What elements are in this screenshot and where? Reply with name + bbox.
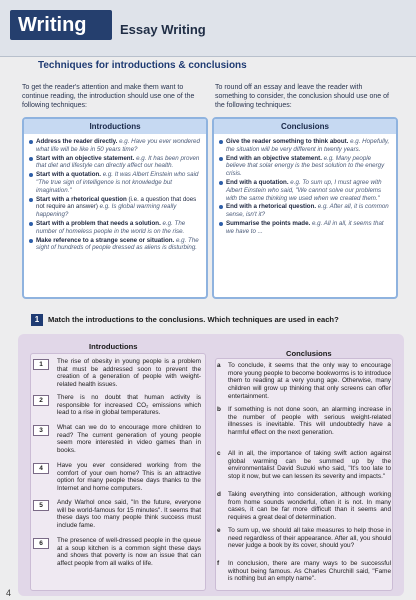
- technique-name: End with an objective statement.: [226, 154, 322, 162]
- conclusions-techniques-box: [212, 117, 398, 299]
- introduction-text: What can we do to encourage more children to read? The current generation of young people seem more interested in video games than in books.: [57, 424, 201, 455]
- introduction-number-box[interactable]: 5: [33, 500, 49, 511]
- technique-example: e.g. All in all, it seems that we have to ...: [226, 219, 384, 235]
- conclusion-technique-item: [226, 220, 390, 236]
- technique-name: Start with a problem that needs a solution.: [36, 219, 161, 227]
- technique-example: e.g. Is global warming really happening?: [36, 203, 177, 219]
- technique-example: e.g. To sum up, I must agree with Albert Einstein who said, "We cannot solve our problems with the same thinking we used when we created them.": [226, 178, 382, 202]
- technique-name: End with a quotation.: [226, 178, 289, 186]
- introduction-technique-item: [36, 220, 200, 236]
- technique-name: Summarise the points made.: [226, 219, 311, 227]
- conclusion-text: All in all, the importance of taking swift action against global warming can be summed up by the environmentalist David Suzuki who said, "It's too late to stop it now, but we can lessen its severity and impacts.": [228, 450, 391, 481]
- introduction-number-box[interactable]: 1: [33, 359, 49, 370]
- conclusions-lead-text: To round off an essay and leave the reader with something to consider, the conclusion should use one of the following techniques:: [215, 84, 389, 109]
- technique-example: e.g. It has been proven that diet and lifestyle can directly affect our health.: [36, 154, 200, 170]
- conclusion-technique-item: [226, 179, 390, 202]
- exercise-instruction: Match the introductions to the conclusions. Which techniques are used in each?: [48, 315, 339, 324]
- page-header: [0, 0, 416, 57]
- technique-name: Start with an objective statement.: [36, 154, 135, 162]
- technique-name: Start with a rhetorical question: [36, 195, 127, 203]
- technique-note: (i.e. a question that does not require an answer): [36, 195, 197, 211]
- introduction-number-box[interactable]: 3: [33, 425, 49, 436]
- conclusion-text: To sum up, we should all take measures to help those in need regardless of their appearance. After all, you should never judge a book by its cover, should you?: [228, 527, 391, 550]
- conclusion-letter: a: [217, 362, 221, 369]
- technique-name: Give the reader something to think about.: [226, 138, 349, 145]
- introductions-techniques-box: [22, 117, 208, 299]
- introduction-technique-item: [36, 196, 200, 219]
- conclusion-letter: e: [217, 527, 221, 534]
- technique-example: e.g. Have you ever wondered what life will be like in 50 years time?: [36, 138, 200, 153]
- introduction-technique-item: [36, 138, 200, 154]
- conclusion-text: In conclusion, there are many ways to be successful without being famous. As Charles Churchill said, "Fame is nothing but an empty name".: [228, 560, 391, 583]
- technique-name: Address the reader directly.: [36, 138, 118, 145]
- conclusion-technique-item: [226, 138, 390, 154]
- technique-name: End with a rhetorical question.: [226, 203, 317, 211]
- section-badge: Writing: [10, 10, 112, 40]
- conclusion-letter: c: [217, 450, 221, 457]
- introduction-number-box[interactable]: 4: [33, 463, 49, 474]
- introductions-box-heading: Introductions: [24, 119, 206, 134]
- technique-example: e.g. The number of homeless people in the world is on the rise.: [36, 219, 186, 235]
- introduction-text: The rise of obesity in young people is a problem that must be addressed soon to prevent the creation of a generation of people with weight-related health issues.: [57, 358, 201, 389]
- introductions-technique-list: [24, 134, 206, 252]
- technique-name: Start with a quotation.: [36, 171, 101, 179]
- conclusion-technique-item: [226, 203, 390, 219]
- page-number: 4: [6, 588, 12, 598]
- introduction-number-box[interactable]: 2: [33, 395, 49, 406]
- conclusion-text: Taking everything into consideration, although working from home sounds wonderful, often it is not. In many cases, it can be far more difficult than it seems and requires a great deal of determination.: [228, 491, 391, 522]
- introductions-lead-text: To get the reader's attention and make them want to continue reading, the introduction should use one of the following techniques:: [22, 84, 195, 109]
- introduction-text: Have you ever considered working from the comfort of your own home? This is an attractive option for many people these days thanks to the Internet and home computers.: [57, 462, 201, 493]
- technique-example: e.g. After all, it is common sense, isn't it?: [226, 203, 389, 219]
- exercise-conclusions-heading: Conclusions: [286, 349, 332, 358]
- technique-example: e.g. The sight of hundreds of people dressed as aliens is disturbing.: [36, 236, 199, 252]
- section-subtitle: Essay Writing: [120, 22, 206, 37]
- technique-example: e.g. Hopefully, the situation will be very different in twenty years.: [226, 138, 390, 153]
- introduction-number-box[interactable]: 6: [33, 538, 49, 549]
- introduction-text: Andy Warhol once said, "In the future, everyone will be world-famous for 15 minutes". It seems that these days too many people think success must include fame.: [57, 499, 201, 530]
- exercise-number: 1: [31, 314, 43, 326]
- techniques-title: Techniques for introductions & conclusions: [38, 60, 247, 71]
- introduction-technique-item: [36, 171, 200, 194]
- conclusion-technique-item: [226, 155, 390, 178]
- conclusion-letter: d: [217, 491, 221, 498]
- introduction-text: There is no doubt that human activity is responsible for increased CO₂ emissions which lead to a rise in global temperatures.: [57, 394, 201, 417]
- conclusions-technique-list: [214, 134, 396, 236]
- conclusions-box-heading: Conclusions: [214, 119, 396, 134]
- conclusion-text: If something is not done soon, an alarming increase in the number of people with serious weight-related illnesses is inevitable. This will undoubtedly have a harmful effect on the next generation.: [228, 406, 391, 437]
- exercise-introductions-heading: Introductions: [89, 342, 138, 351]
- technique-example: e.g. Many people believe that solar energy is the best solution to the energy crisis.: [226, 154, 385, 178]
- technique-example: e.g. It was Albert Einstein who said "The true sign of intelligence is not knowledge but imagination.": [36, 171, 199, 194]
- conclusion-text: To conclude, it seems that the only way to encourage more young people to become bookworms is to introduce them to reading at a very young age. Otherwise, many children will grow up thinking that only screens can offer entertainment.: [228, 362, 391, 400]
- conclusion-letter: f: [217, 560, 220, 567]
- introduction-text: The presence of well-dressed people in the queue at a soup kitchen is a common sight these days and shows that poverty is now an issue that can affect people from all walks of life.: [57, 537, 201, 568]
- technique-name: Make reference to a strange scene or situation.: [36, 236, 175, 244]
- conclusion-letter: b: [217, 406, 221, 413]
- introduction-technique-item: [36, 237, 200, 253]
- introduction-technique-item: [36, 155, 200, 171]
